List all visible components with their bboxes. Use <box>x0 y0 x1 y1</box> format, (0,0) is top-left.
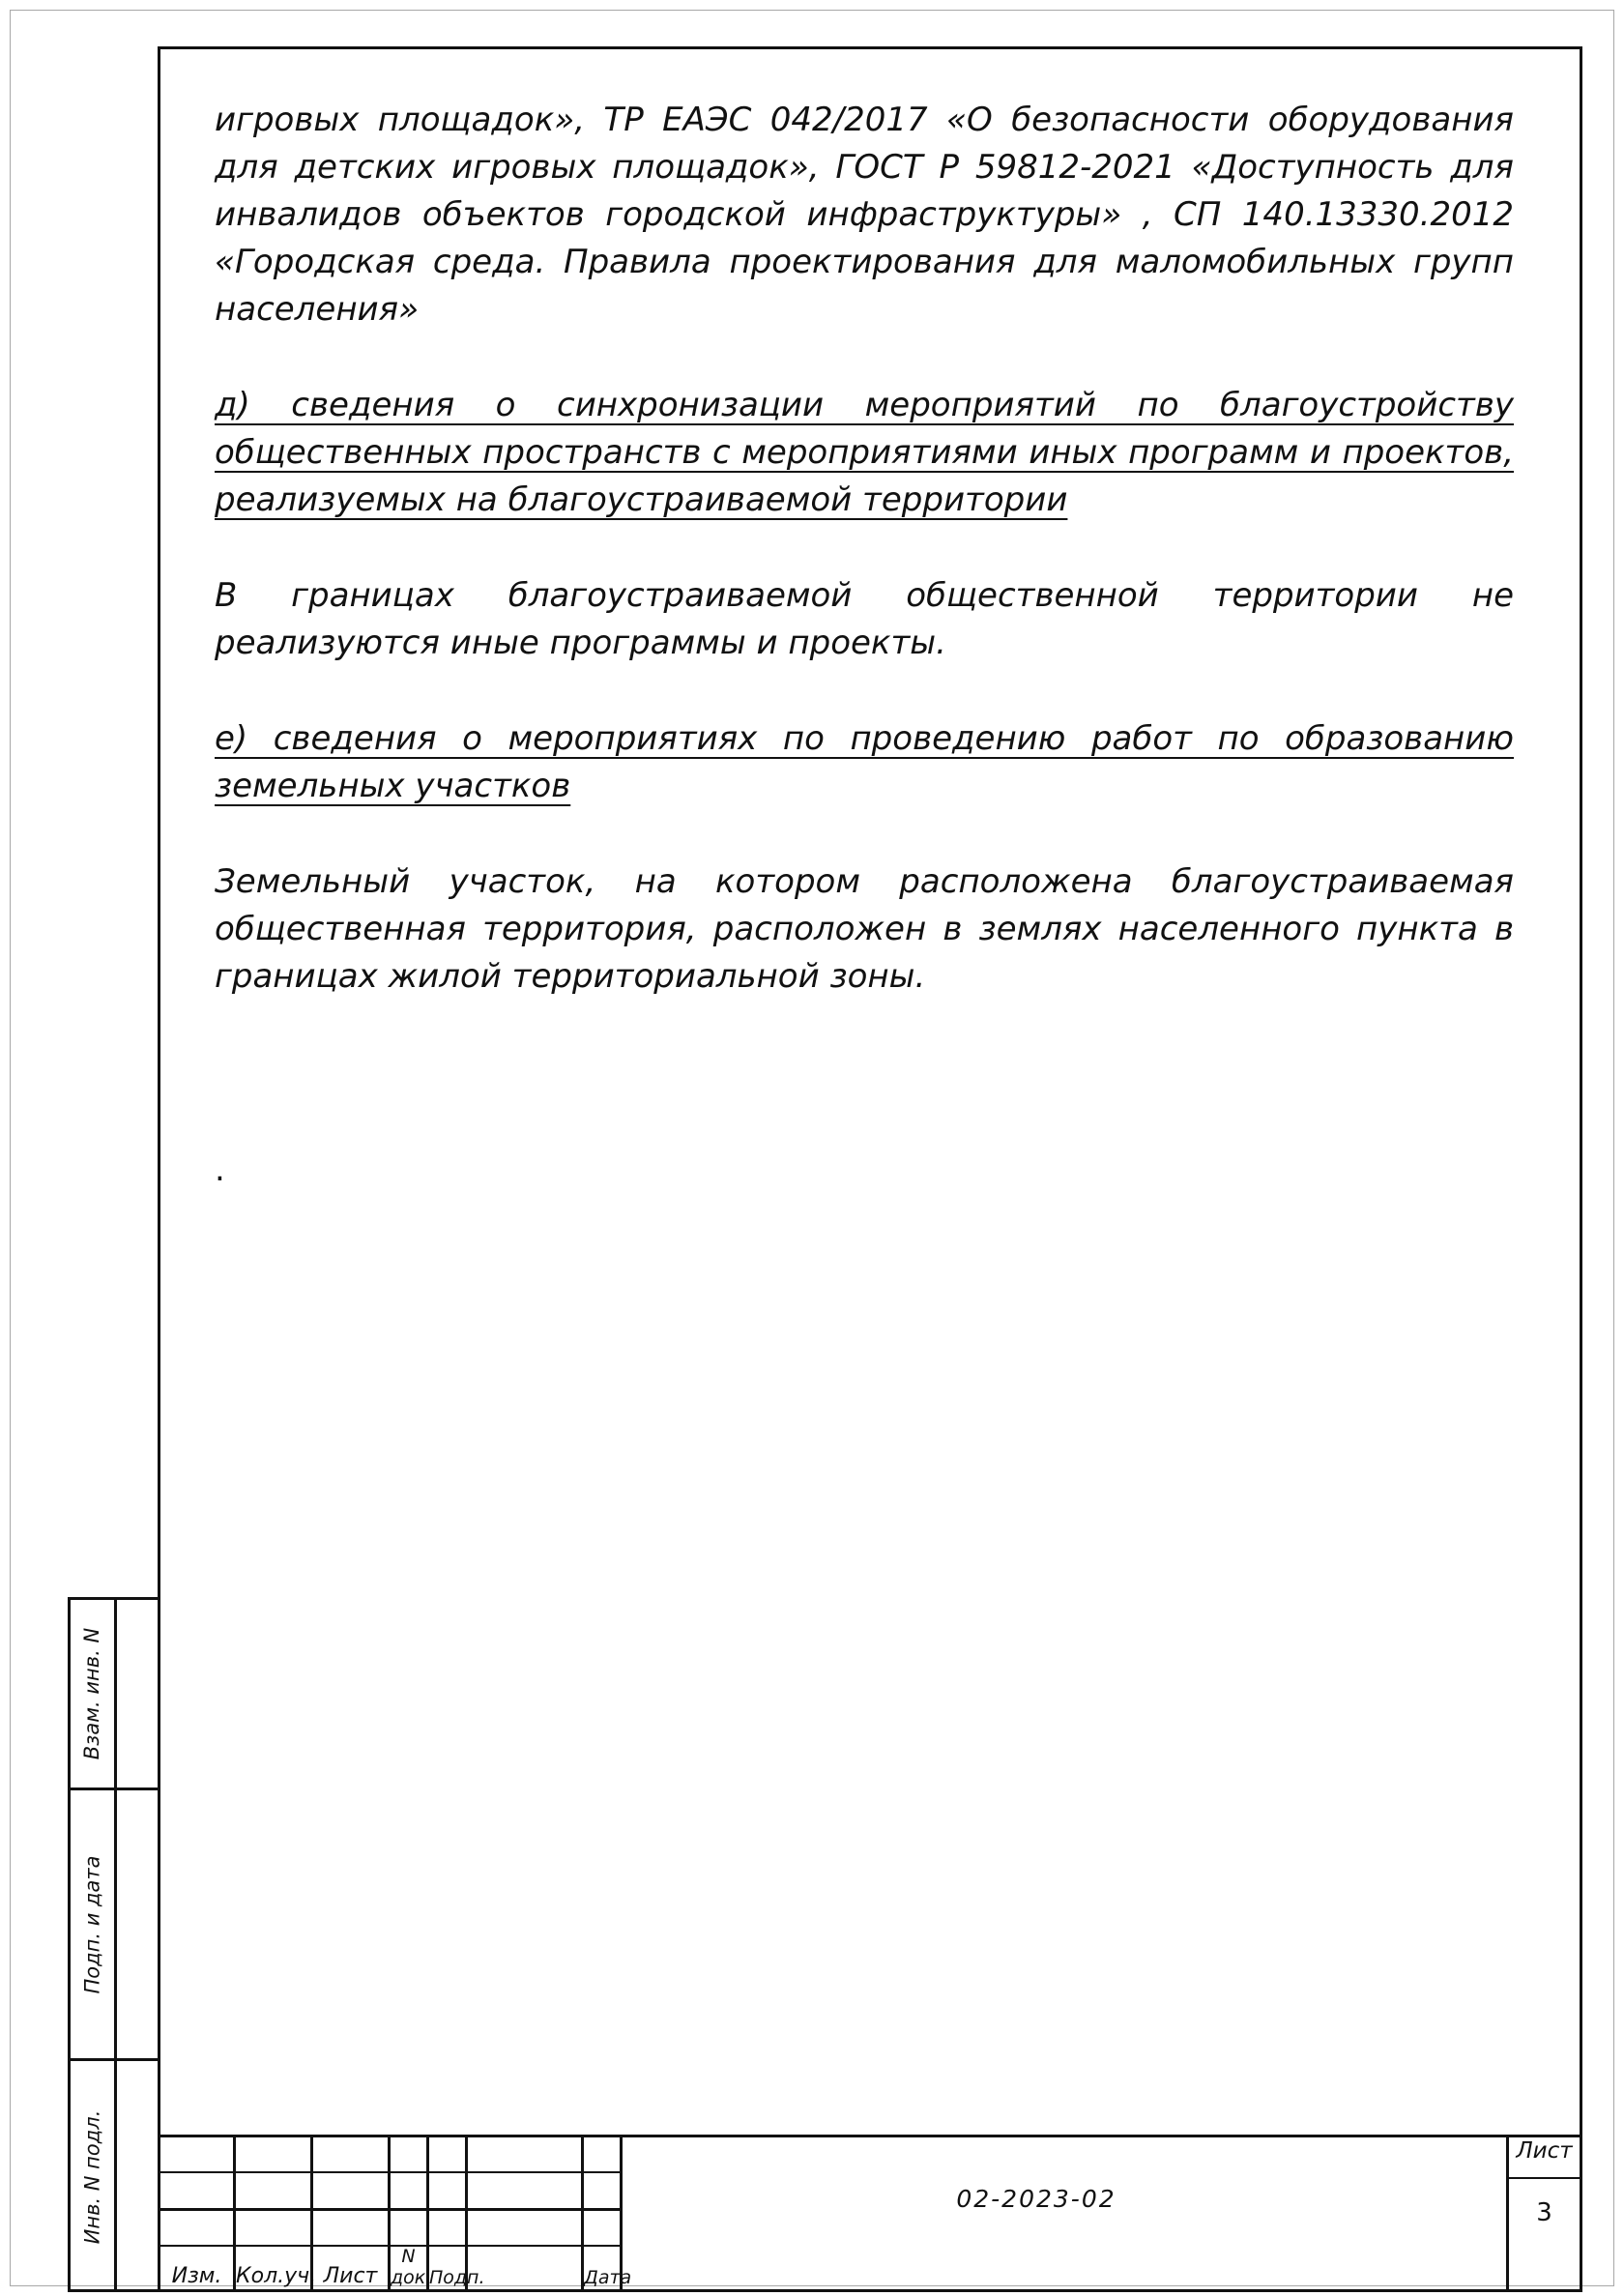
document-code: 02-2023-02 <box>956 2185 1116 2213</box>
section-heading-e: е) сведения о мероприятиях по проведению работ по образованию земельных участков <box>215 719 1514 805</box>
trailing-mark: . <box>215 1150 225 1189</box>
section-heading-d: д) сведения о синхронизации мероприятий по благоустройству общественных пространств с мероприятиями иных программ и проектов, реализуемых на благоустраиваемой территории <box>215 386 1514 519</box>
sheet-label: Лист <box>1516 2138 1573 2164</box>
side-stamp <box>68 1597 158 2292</box>
paragraph-other-programs: В границах благоустраиваемой общественной территории не реализуются иные программы и проекты. <box>215 576 1514 662</box>
sheet-number: 3 <box>1536 2198 1552 2227</box>
col-izm: Изм. <box>171 2264 222 2288</box>
col-podp: Подп. <box>429 2267 485 2288</box>
side-label-inv-podl: Инв. N подл. <box>80 2109 104 2244</box>
title-block <box>158 2135 1582 2292</box>
document-body <box>215 97 1514 1049</box>
col-list: Лист <box>323 2264 378 2288</box>
side-label-podp-data: Подп. и дата <box>80 1854 104 1994</box>
col-kol-uch: Кол.уч. <box>236 2264 317 2288</box>
col-data: Дата <box>584 2267 632 2288</box>
paragraph-standards: игровых площадок», ТР ЕАЭС 042/2017 «О безопасности оборудования для детских игровых площадок», ГОСТ Р 59812-2021 «Доступность для инвалидов объектов городской инфраструктуры» , СП 140.13330.2012 «Городская среда. Правила проектирования для маломобильных групп населения» <box>215 101 1514 329</box>
paragraph-land-plot: Земельный участок, на котором расположена благоустраиваемая общественная территория, расположен в землях населенного пункта в границах жилой территориальной зоны. <box>215 862 1514 996</box>
side-label-vzam-inv: Взам. инв. N <box>80 1627 104 1760</box>
col-n-dok: N док. <box>391 2246 432 2288</box>
